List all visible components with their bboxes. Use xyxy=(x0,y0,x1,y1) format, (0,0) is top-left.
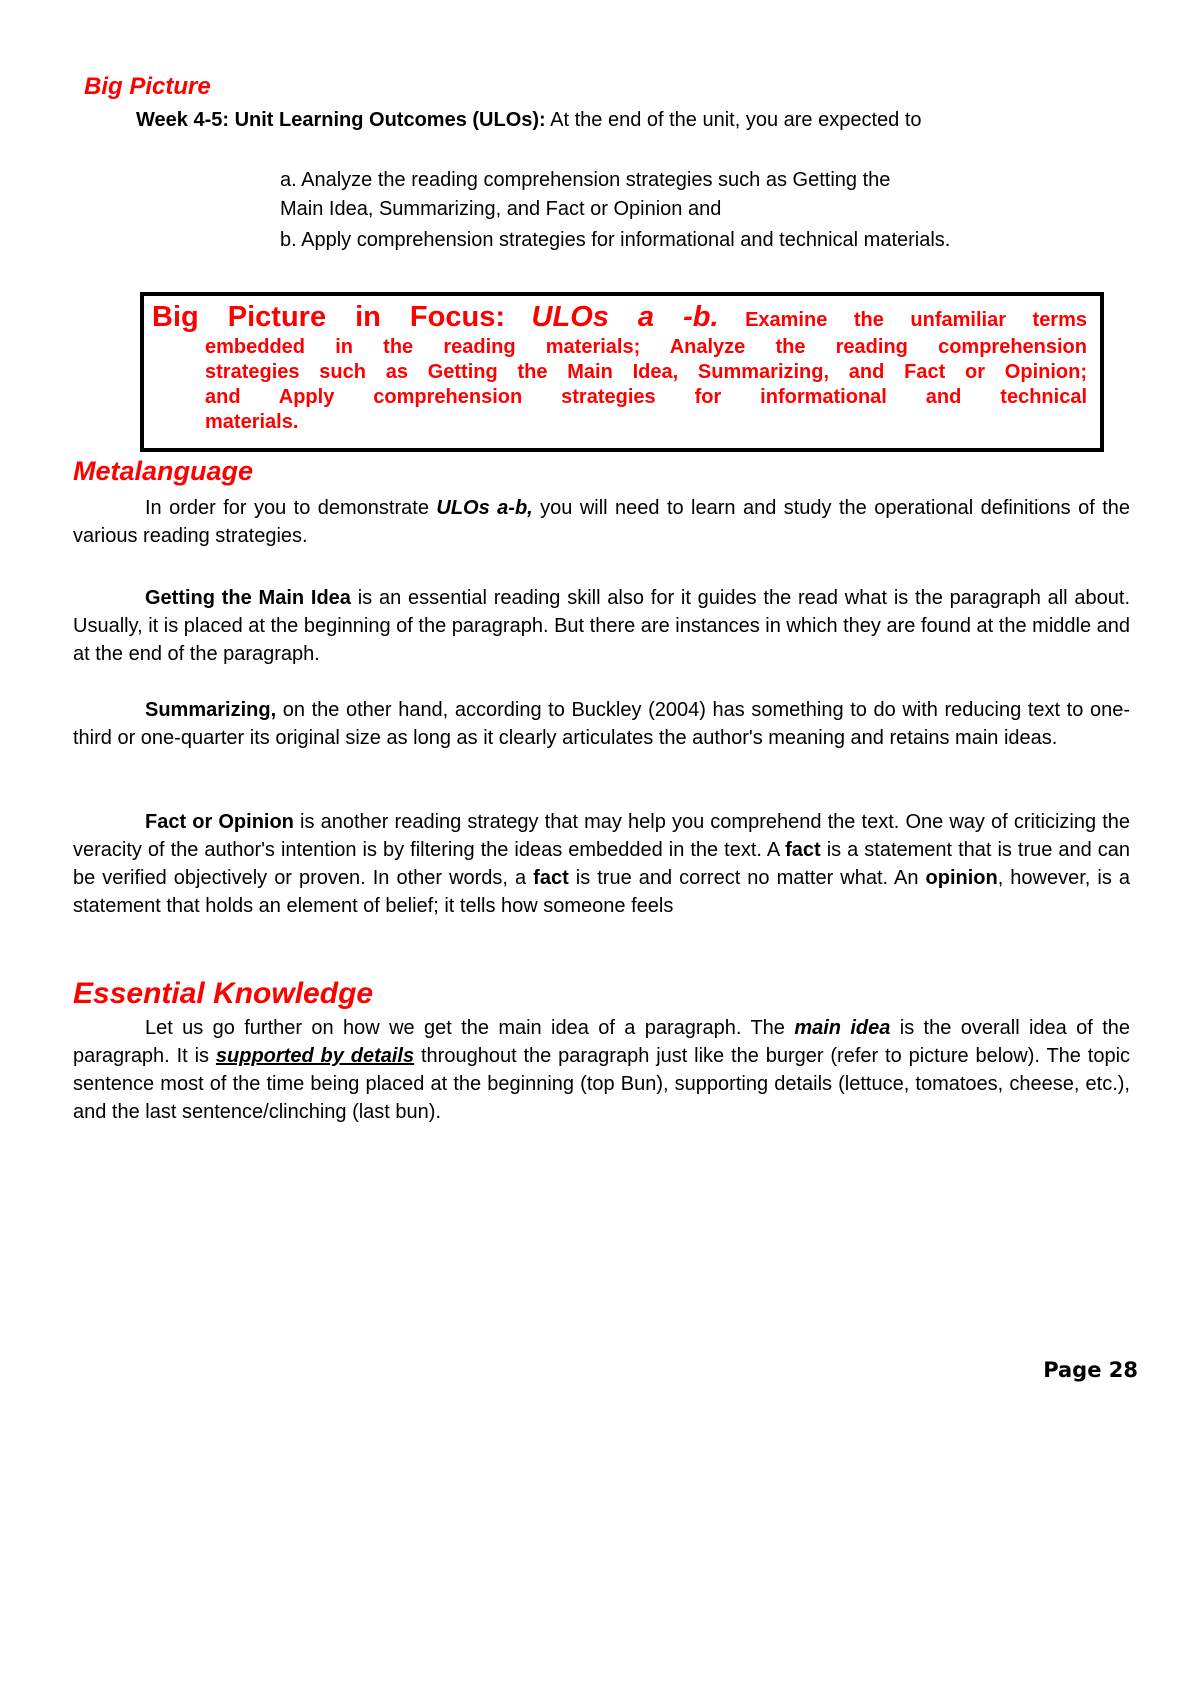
essential-knowledge-paragraph: Let us go further on how we get the main idea of a paragraph. The main idea is the overall idea of the paragraph. It is supported by details throughout the paragraph just like the burger (refer to picture below). The topic sentence most of the time being placed at the beginning (top Bun), supporting details (lettuce, tomatoes, cheese, etc.), and the last sentence/clinching (last bun). xyxy=(73,1017,1131,1123)
focus-first-line xyxy=(152,302,1087,335)
term-summarizing: Summarizing, xyxy=(145,699,277,721)
focus-text xyxy=(152,302,1087,435)
week-intro-line xyxy=(136,106,1136,134)
metalanguage-intro: In order for you to demonstrate ULOs a-b, you will need to learn and study the operational definitions of the various reading strategies. xyxy=(73,497,1131,547)
ulo-list xyxy=(280,166,1130,254)
focus-ulos: ULOs a -b. xyxy=(531,301,719,333)
focus-line-4: materials. xyxy=(205,411,299,433)
week-intro: At the end of the unit, you are expected to xyxy=(550,109,922,131)
focus-first-text: Examine the unfamiliar terms xyxy=(745,309,1087,331)
term-fact-or-opinion: Fact or Opinion xyxy=(145,811,294,833)
focus-title: Big Picture in Focus: xyxy=(152,301,505,333)
big-picture-focus-box xyxy=(140,292,1104,452)
focus-line-3: and Apply comprehension strategies for informational and technical xyxy=(205,386,1087,408)
main-idea-paragraph: Getting the Main Idea is an essential reading skill also for it guides the read what is the paragraph all about. Usually, it is placed at the beginning of the paragraph. But there are instances in which they are found at the middle and at the end of the paragraph. xyxy=(73,587,1130,665)
ulo-item-a-cont: Main Idea, Summarizing, and Fact or Opinion and xyxy=(280,198,722,220)
fact-opinion-paragraph: Fact or Opinion is another reading strategy that may help you comprehend the text. One way of criticizing the veracity of the author's intention is by filtering the ideas embedded in the text. A fact is a statement that is true and can be verified objectively or proven. In other words, a fact is true and correct no matter what. An opinion, however, is a statement that holds an element of belief; it tells how someone feels xyxy=(73,811,1131,917)
week-label: Week 4-5: Unit Learning Outcomes (ULOs): xyxy=(136,109,546,131)
ulo-item-b: b. Apply comprehension strategies for informational and technical materials. xyxy=(280,229,951,251)
main-idea-emphasis: main idea xyxy=(794,1017,891,1039)
term-main-idea: Getting the Main Idea xyxy=(145,587,351,609)
essential-knowledge-heading: Essential Knowledge xyxy=(73,977,374,1010)
summarizing-paragraph: Summarizing, on the other hand, according to Buckley (2004) has something to do with reducing text to one-third or one-quarter its original size as long as it clearly articulates the author's meaning and retains main ideas. xyxy=(73,699,1130,749)
big-picture-heading: Big Picture xyxy=(84,73,211,100)
page-number: Page 28 xyxy=(1043,1358,1138,1382)
ulos-reference: ULOs a-b, xyxy=(436,497,533,519)
focus-line-1: embedded in the reading materials; Analyze the reading comprehension xyxy=(205,336,1087,358)
metalanguage-heading: Metalanguage xyxy=(73,456,254,486)
ulo-item-a: a. Analyze the reading comprehension strategies such as Getting the xyxy=(280,169,891,191)
focus-line-2: strategies such as Getting the Main Idea, Summarizing, and Fact or Opinion; xyxy=(205,361,1087,383)
supported-by-details-emphasis: supported by details xyxy=(215,1045,415,1067)
